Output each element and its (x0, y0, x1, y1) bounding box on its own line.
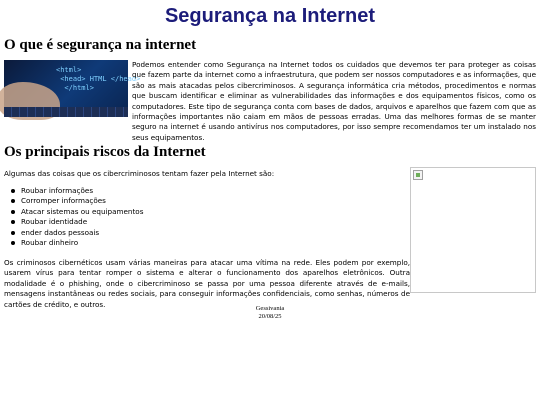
bullet-icon (11, 199, 15, 203)
list-item (21, 196, 143, 206)
bullet-icon (11, 189, 15, 193)
footer-author: Gessivania (255, 305, 285, 312)
risks-lead-text: Algumas das coisas que os cibercriminosos tentam fazer pela Internet são: (4, 169, 275, 178)
risks-image-placeholder (410, 167, 536, 293)
broken-image-icon (413, 170, 423, 180)
html-code-overlay: <html> <head> HTML </head> </html> (56, 66, 141, 92)
bullet-icon (11, 241, 15, 245)
list-item-text: Corromper informações (21, 196, 106, 206)
list-item (21, 186, 143, 196)
keyboard-shape (4, 107, 128, 117)
list-item (21, 228, 143, 238)
list-item-text: Atacar sistemas ou equipamentos (21, 206, 144, 216)
bullet-icon (11, 220, 15, 224)
list-item-text: ender dados pessoais (21, 227, 100, 237)
coding-hands-image (4, 60, 141, 117)
list-item (21, 207, 143, 217)
list-item-text: Roubar identidade (21, 217, 88, 227)
page-title: Segurança na Internet (164, 5, 376, 27)
bullet-icon (11, 231, 15, 235)
list-item-text: Roubar dinheiro (21, 238, 79, 248)
risks-list (4, 186, 143, 248)
heading-main-risks: Os principais riscos da Internet (4, 144, 206, 160)
footer-date: 20/08/25 (258, 313, 282, 320)
heading-what-is-security: O que é segurança na internet (4, 37, 197, 53)
intro-paragraph: Podemos entender como Segurança na Internet todos os cuidados que devemos ter para proteger as coisas que fazem parte da internet como a infraestrutura, que podem ser nossos computadores e as informações, que são as mais atacadas pelos cibercriminosos. A segurança informática cria métodos, procedimentos e normas que buscam identificar e eliminar as vulnerabilidades das informações e dos equipamentos físicos, como os computadores. Este tipo de segurança conta com bases de dados, arquivos e aparelhos que fazem com que as informações importantes não caiam em mãos de pessoas erradas. Uma das melhores formas de se manter seguro na internet é usando antivírus nos computadores, por isso sempre recomendamos ter um instalado nos seus equipamentos. (132, 60, 536, 142)
bullet-icon (11, 210, 15, 214)
list-item (21, 238, 143, 248)
list-item (21, 217, 143, 227)
risks-closing-paragraph: Os criminosos cibernéticos usam várias maneiras para atacar uma vítima na rede. Eles podem por exemplo, usarem vírus para tentar romper o sistema e alterar o funcionamento dos aparelhos eletrônicos. Outra modalidade é o phishing, onde o cibercriminoso se passa por uma pessoa diferente através de e-mails, mensagens instantâneas ou redes sociais, para conseguir informações confidenciais, como senhas, números de cartões de crédito, e outros. (4, 258, 410, 309)
page-footer (0, 305, 540, 321)
list-item-text: Roubar informações (21, 186, 94, 195)
